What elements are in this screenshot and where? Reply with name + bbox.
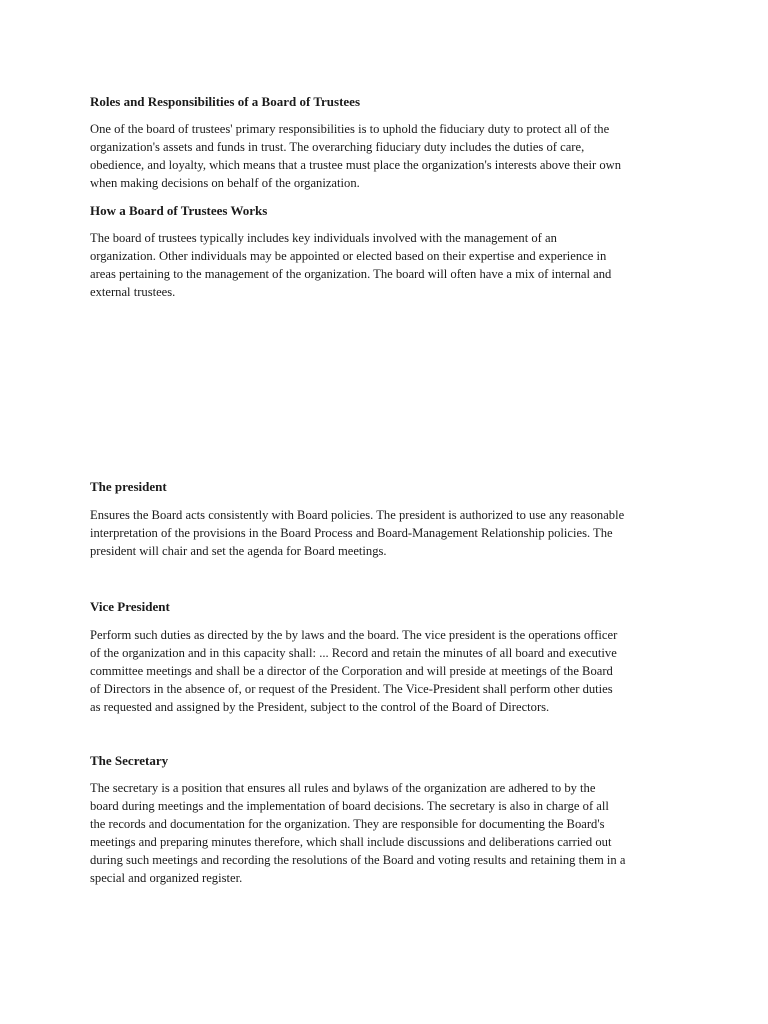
section-body-president — [90, 506, 682, 560]
text-line: meetings and preparing minutes therefore, which shall include discussions and deliberations carried out — [90, 835, 612, 849]
text-line: the records and documentation for the organization. They are responsible for documenting the Board's — [90, 817, 605, 831]
text-line: president will chair and set the agenda for Board meetings. — [90, 544, 387, 558]
text-line: external trustees. — [90, 285, 176, 299]
section-heading-vice-president: Vice President — [90, 599, 170, 614]
section-heading-president: The president — [90, 479, 167, 494]
text-line: Perform such duties as directed by the by laws and the board. The vice president is the operations officer — [90, 628, 618, 642]
text-line: as requested and assigned by the President, subject to the control of the Board of Directors. — [90, 700, 550, 714]
section-heading-roles: Roles and Responsibilities of a Board of Trustees — [90, 94, 361, 109]
text-line: One of the board of trustees' primary responsibilities is to uphold the fiduciary duty to protect all of the — [90, 122, 610, 136]
section-body-how-board-works — [90, 229, 682, 301]
text-line: obedience, and loyalty, which means that a trustee must place the organization's interests above their own — [90, 158, 622, 172]
text-line: organization. Other individuals may be appointed or elected based on their expertise and experience in — [90, 249, 607, 263]
text-line: of the organization and in this capacity shall: ... Record and retain the minutes of all board and executive — [90, 646, 617, 660]
text-line: Ensures the Board acts consistently with Board policies. The president is authorized to use any reasonable — [90, 508, 625, 522]
section-body-vice-president — [90, 626, 682, 716]
text-line: The board of trustees typically includes key individuals involved with the management of an — [90, 231, 557, 245]
text-line: when making decisions on behalf of the organization. — [90, 176, 360, 190]
section-body-roles — [90, 120, 682, 192]
section-body-secretary — [90, 779, 682, 887]
section-heading-secretary: The Secretary — [90, 753, 169, 768]
text-line: The secretary is a position that ensures all rules and bylaws of the organization are adhered to by the — [90, 781, 596, 795]
text-line: of Directors in the absence of, or request of the President. The Vice-President shall perform other duties — [90, 682, 613, 696]
text-line: areas pertaining to the management of the organization. The board will often have a mix of internal and — [90, 267, 612, 281]
text-line: board during meetings and the implementation of board decisions. The secretary is also in charge of all — [90, 799, 609, 813]
text-line: committee meetings and shall be a director of the Corporation and will preside at meetings of the Board — [90, 664, 613, 678]
text-line: during such meetings and recording the resolutions of the Board and voting results and retaining them in a — [90, 853, 626, 867]
section-heading-how-board-works: How a Board of Trustees Works — [90, 203, 268, 218]
text-line: special and organized register. — [90, 871, 243, 885]
text-line: interpretation of the provisions in the Board Process and Board-Management Relationship policies. The — [90, 526, 613, 540]
text-line: organization's assets and funds in trust. The overarching fiduciary duty includes the duties of care, — [90, 140, 585, 154]
